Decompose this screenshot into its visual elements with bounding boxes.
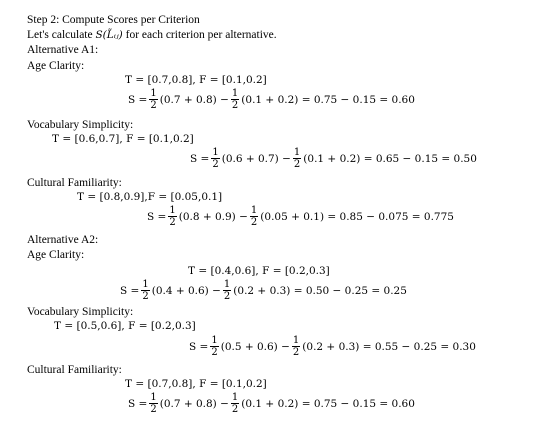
intro-line	[27, 28, 277, 42]
eq-lhs: S =	[128, 397, 148, 410]
score-equation	[128, 392, 415, 415]
eq-t-part: (0.6 + 0.7) −	[221, 152, 291, 165]
eq-f-part: (0.2 + 0.3) = 0.50 − 0.25 = 0.25	[233, 284, 407, 297]
score-symbol: S(L̃ᵢⱼ)	[95, 29, 123, 41]
eq-lhs: S =	[147, 210, 167, 223]
score-equation	[120, 279, 407, 302]
fraction-half: $\frac{1}{2}$	[250, 205, 258, 228]
alternative-a2-label: Alternative A2:	[27, 234, 99, 246]
tf-values: T = [0.7,0.8], F = [0.1,0.2]	[125, 74, 267, 86]
fraction-half: $\frac{1}{2}$	[142, 279, 149, 302]
criterion-name: Vocabulary Simplicity:	[27, 306, 134, 318]
fraction-half: $\frac{1}{2}$	[292, 335, 300, 358]
criterion-name: Age Clarity:	[27, 60, 85, 72]
tf-values: T = [0.4,0.6], F = [0.2,0.3]	[188, 265, 330, 277]
tf-values: T = [0.7,0.8], F = [0.1,0.2]	[125, 378, 267, 390]
eq-t-part: (0.8 + 0.9) −	[178, 210, 248, 223]
eq-f-part: (0.2 + 0.3) = 0.55 − 0.25 = 0.30	[302, 340, 476, 353]
score-equation	[147, 205, 454, 228]
tf-values: T = [0.5,0.6], F = [0.2,0.3]	[54, 320, 196, 332]
tf-values: T = [0.8,0.9],F = [0.05,0.1]	[77, 191, 223, 203]
score-equation	[190, 147, 477, 170]
intro-prefix: Let's calculate	[27, 29, 96, 41]
fraction-half: $\frac{1}{2}$	[293, 147, 301, 170]
eq-t-part: (0.5 + 0.6) −	[220, 340, 290, 353]
eq-f-part: (0.1 + 0.2) = 0.75 − 0.15 = 0.60	[241, 93, 415, 106]
intro-suffix: for each criterion per alternative.	[122, 29, 277, 41]
eq-f-part: (0.1 + 0.2) = 0.75 − 0.15 = 0.60	[241, 397, 415, 410]
fraction-half: $\frac{1}{2}$	[150, 392, 157, 415]
criterion-name: Cultural Familiarity:	[27, 364, 122, 376]
eq-t-part: (0.4 + 0.6) −	[151, 284, 221, 297]
fraction-half: $\frac{1}{2}$	[231, 392, 239, 415]
score-equation	[189, 335, 476, 358]
eq-lhs: S =	[189, 340, 209, 353]
eq-t-part: (0.7 + 0.8) −	[159, 93, 229, 106]
fraction-half: $\frac{1}{2}$	[169, 205, 176, 228]
eq-f-part: (0.05 + 0.1) = 0.85 − 0.075 = 0.775	[260, 210, 454, 223]
alternative-a1-label: Alternative A1:	[27, 44, 99, 56]
eq-f-part: (0.1 + 0.2) = 0.65 − 0.15 = 0.50	[303, 152, 477, 165]
fraction-half: $\frac{1}{2}$	[212, 147, 219, 170]
criterion-name: Vocabulary Simplicity:	[27, 119, 134, 131]
score-equation	[128, 88, 415, 111]
tf-values: T = [0.6,0.7], F = [0.1,0.2]	[52, 133, 194, 145]
fraction-half: $\frac{1}{2}$	[223, 279, 231, 302]
fraction-half: $\frac{1}{2}$	[211, 335, 218, 358]
step-heading: Step 2: Compute Scores per Criterion	[27, 14, 200, 26]
criterion-name: Age Clarity:	[27, 249, 85, 261]
criterion-name: Cultural Familiarity:	[27, 177, 122, 189]
eq-lhs: S =	[190, 152, 210, 165]
eq-t-part: (0.7 + 0.8) −	[159, 397, 229, 410]
fraction-half: $\frac{1}{2}$	[231, 88, 239, 111]
fraction-half: $\frac{1}{2}$	[150, 88, 157, 111]
eq-lhs: S =	[120, 284, 140, 297]
eq-lhs: S =	[128, 93, 148, 106]
